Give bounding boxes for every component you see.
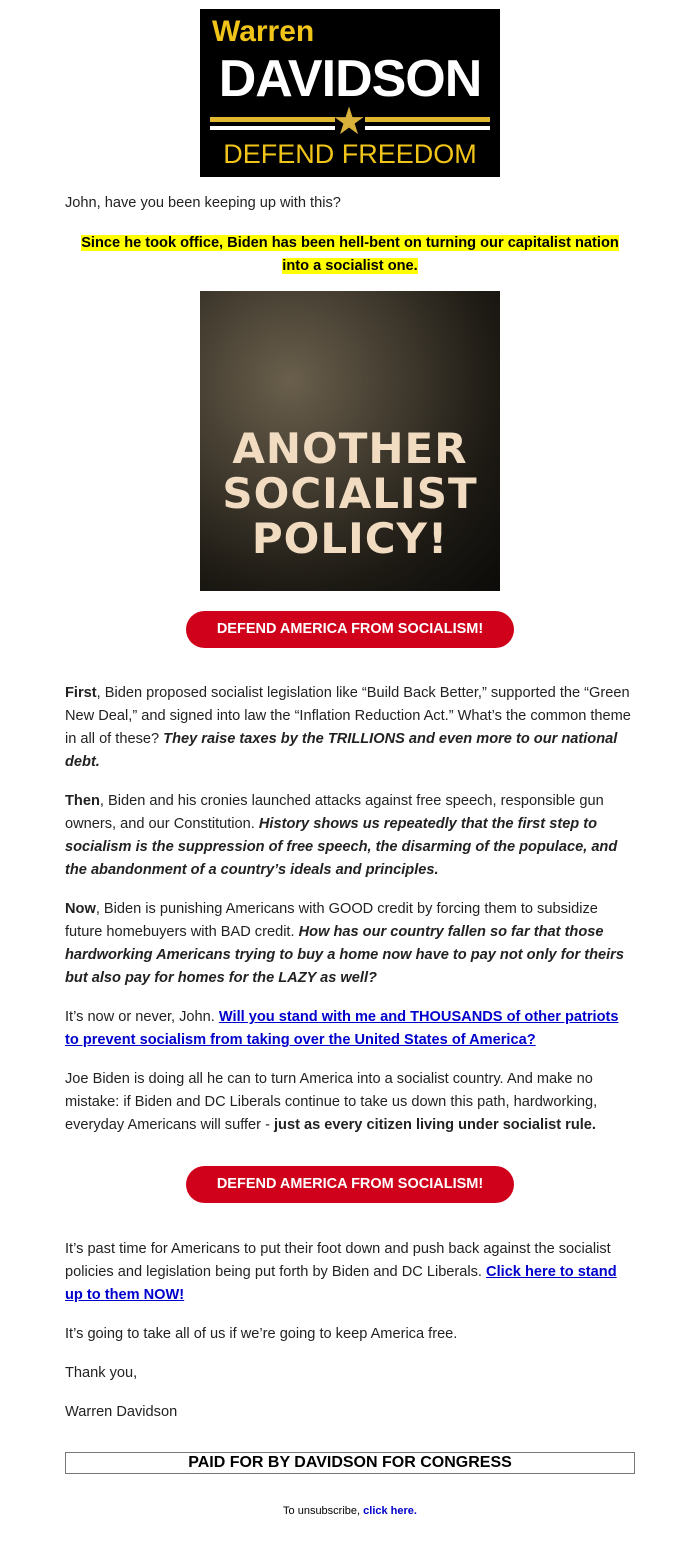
star-icon: ★ bbox=[332, 101, 367, 143]
defend-america-button[interactable]: DEFEND AMERICA FROM SOCIALISM! bbox=[186, 611, 514, 648]
paid-for-disclaimer: PAID FOR BY DAVIDSON FOR CONGRESS bbox=[65, 1452, 635, 1474]
paragraph-now-or-never: It’s now or never, John. Will you stand with me and THOUSANDS of other patriots to prevent socialism from taking over the United States of America? bbox=[65, 1009, 619, 1048]
paragraph-keep-free: It’s going to take all of us if we’re going to keep America free. bbox=[65, 1326, 458, 1342]
paragraph-then: Then, Biden and his cronies launched attacks against free speech, responsible gun owners, and our Constitution. History shows us repeatedly that the first step to socialism is the suppression of free speech, the disarming of the populace, and the abandonment of a country’s ideals and principles. bbox=[65, 793, 618, 878]
logo-tagline: DEFEND FREEDOM bbox=[223, 139, 477, 169]
paragraph-past-time: It’s past time for Americans to put their foot down and push back against the socialist policies and legislation being put forth by Biden and DC Liberals. Click here to stand up to them NOW! bbox=[65, 1241, 617, 1303]
paragraph-first: First, Biden proposed socialist legislation like “Build Back Better,” supported the “Green New Deal,” and signed into law the “Inflation Reduction Act.” What’s the common theme in all of these? They raise taxes by the TRILLIONS and even more to our national debt. bbox=[65, 685, 631, 770]
logo-stripe bbox=[365, 117, 490, 122]
logo-last-name: DAVIDSON bbox=[218, 50, 482, 108]
paragraph-joe-biden: Joe Biden is doing all he can to turn America into a socialist country. And make no mistake: if Biden and DC Liberals continue to take us down this path, hardworking, everyday Americans will suffer - just as every citizen living under socialist rule. bbox=[65, 1071, 598, 1133]
logo-stripe bbox=[210, 126, 335, 130]
greeting: John, have you been keeping up with this? bbox=[65, 195, 341, 211]
highlight-text: Since he took office, Biden has been hell-bent on turning our capitalist nation into a socialist one. bbox=[81, 235, 619, 274]
logo-stripe bbox=[365, 126, 490, 130]
logo-stripe bbox=[210, 117, 335, 122]
closing-text bbox=[65, 1238, 635, 1424]
stand-up-link[interactable]: Click here to stand up to them NOW! bbox=[65, 1264, 617, 1303]
signature: Warren Davidson bbox=[65, 1404, 178, 1420]
stand-with-me-link[interactable]: Will you stand with me and THOUSANDS of other patriots to prevent socialism from taking over the United States of America? bbox=[65, 1009, 619, 1048]
sign-off: Thank you, bbox=[65, 1365, 138, 1381]
campaign-logo bbox=[200, 9, 500, 177]
hero-image[interactable] bbox=[200, 291, 500, 591]
defend-america-button-2[interactable]: DEFEND AMERICA FROM SOCIALISM! bbox=[186, 1166, 514, 1203]
logo-first-name: Warren bbox=[212, 15, 315, 48]
unsubscribe-line: To unsubscribe, click here. bbox=[283, 1505, 417, 1517]
paragraph-now: Now, Biden is punishing Americans with GOOD credit by forcing them to subsidize future homebuyers with BAD credit. How has our country fallen so far that those hardworking Americans trying to buy a home now have to pay not only for theirs but also pay for homes for the LAZY as well? bbox=[65, 901, 624, 986]
unsubscribe-link[interactable]: click here. bbox=[363, 1505, 417, 1517]
body-text bbox=[65, 682, 635, 1137]
hero-image-text: ANOTHER SOCIALIST POLICY! bbox=[222, 424, 478, 563]
